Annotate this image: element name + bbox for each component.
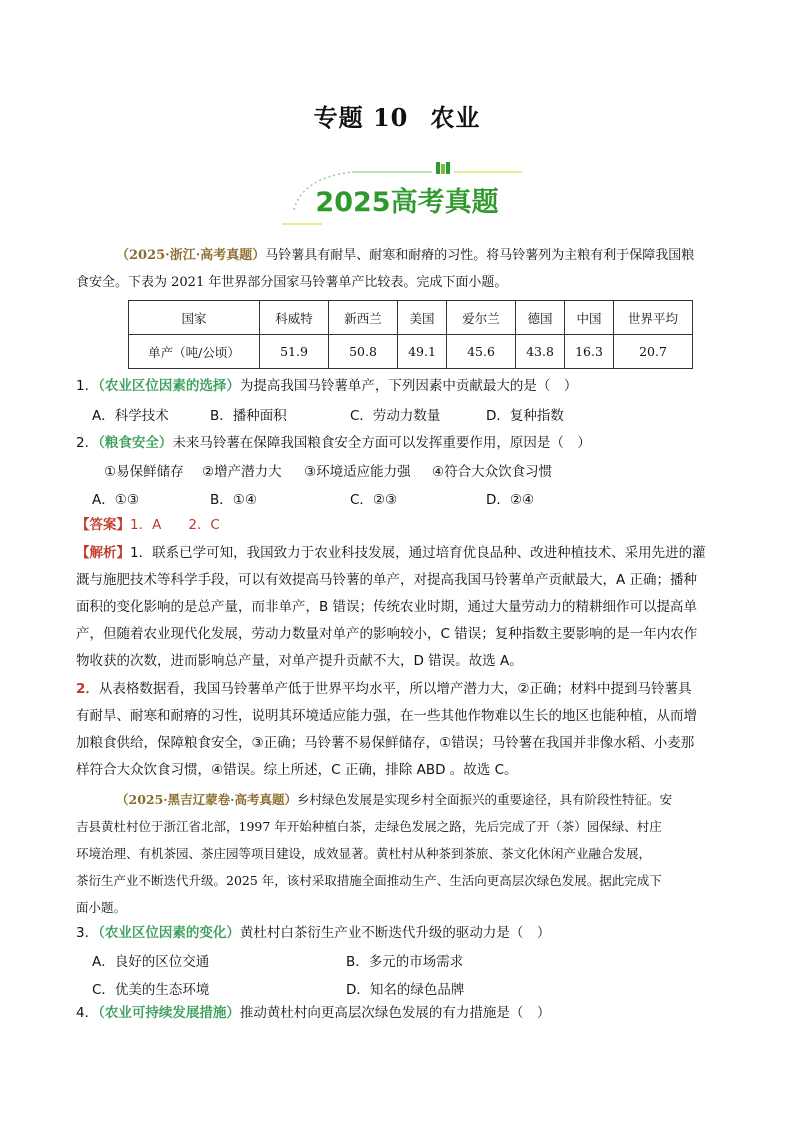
question-text: 为提高我国马铃薯单产，下列因素中贡献最大的是（ ） [239, 378, 578, 394]
option-c[interactable]: C．优美的生态环境 [92, 982, 210, 998]
question-4 [76, 1000, 550, 1026]
question-number: 3． [76, 925, 99, 941]
group1-stem-line: 马铃薯具有耐旱、耐寒和耐瘠的习性。将马铃薯列为主粮有利于保障我国粮 [265, 248, 695, 263]
option-d[interactable]: D．复种指数 [486, 408, 564, 424]
statement-item: ③环境适应能力强 [304, 464, 411, 480]
analysis-line: 样符合大众饮食习惯，④错误。综上所述，C 正确，排除 ABD 。故选 C。 [76, 762, 518, 778]
statement-item: ②增产潜力大 [202, 464, 282, 480]
option-a[interactable]: A．良好的区位交通 [92, 954, 210, 970]
table-header-cell: 美国 [398, 301, 447, 335]
analysis-line: 有耐旱、耐寒和耐瘠的习性，说明其环境适应能力强，在一些其他作物难以生长的地区也能种植，从而增 [76, 708, 697, 724]
question-tag: （农业可持续发展措施） [98, 1005, 240, 1021]
analysis-number: 2． [76, 681, 99, 697]
option-a[interactable]: A．科学技术 [92, 408, 169, 424]
analysis-line: 从表格数据看，我国马铃薯单产低于世界平均水平，所以增产潜力大，②正确；材料中提到马铃薯具 [98, 681, 692, 697]
group1-stem-line: 食安全。下表为 2021 年世界部分国家马铃薯单产比较表。完成下面小题。 [76, 275, 508, 290]
statement-item: ①易保鲜储存 [104, 464, 184, 480]
analysis-line: 物收获的次数，进而影响总产量，对单产提升贡献不大，D 错误。故选 A。 [76, 653, 523, 669]
table-header-cell: 世界平均 [614, 301, 693, 335]
title-subject: 农业 [430, 103, 481, 132]
table-cell: 45.6 [447, 335, 516, 369]
table-cell: 51.9 [260, 335, 329, 369]
option-c[interactable]: C．劳动力数量 [350, 408, 441, 424]
table-cell: 50.8 [329, 335, 398, 369]
group2-stem-line: 乡村绿色发展是实现乡村全面振兴的重要途径，具有阶段性特征。安 [297, 792, 673, 807]
table-header-cell: 中国 [565, 301, 614, 335]
group2-source: （2025·黑吉辽蒙卷·高考真题） [116, 792, 297, 807]
group2-stem-line: 环境治理、有机茶园、茶庄园等项目建设，成效显著。黄杜村从种茶到茶旅、茶文化休闲产业融合发展， [76, 846, 652, 861]
analysis-1 [76, 540, 726, 675]
exam-banner [282, 158, 522, 228]
question-number: 2． [76, 435, 99, 451]
table-row [129, 335, 693, 369]
question-tag: （农业区位因素的选择） [98, 378, 240, 394]
table-cell: 16.3 [565, 335, 614, 369]
banner-title: 2025高考真题 [315, 187, 499, 218]
option-d[interactable]: D．②④ [486, 492, 535, 508]
option-b[interactable]: B．多元的市场需求 [346, 954, 464, 970]
answer-label: 【答案】 [76, 517, 130, 533]
analysis-line: 溉与施肥技术等科学手段，可以有效提高马铃薯的单产，对提高我国马铃薯单产贡献最大，A 正确；播种 [76, 572, 698, 588]
answer-line [76, 512, 726, 539]
option-d[interactable]: D．知名的绿色品牌 [346, 982, 465, 998]
table-header-row [129, 301, 693, 335]
question-tag: （农业区位因素的变化） [98, 925, 240, 941]
analysis-line: 面积的变化影响的是总产量，而非单产，B 错误；传统农业时期，通过大量劳动力的精耕细作可以提高单 [76, 599, 698, 615]
group2-stem-line: 茶衍生产业不断迭代升级。2025 年，该村采取措施全面推动生产、生活向更高层次绿色发展。据此完成下 [76, 873, 662, 888]
statement-item: ④符合大众饮食习惯 [432, 464, 553, 480]
group2-stem-line: 面小题。 [76, 900, 127, 915]
analysis-label: 【解析】 [76, 545, 130, 561]
table-cell: 20.7 [614, 335, 693, 369]
table-header-cell: 科威特 [260, 301, 329, 335]
question-number: 4． [76, 1005, 99, 1021]
group2-stem-line: 吉县黄杜村位于浙江省北部，1997 年开始种植白茶，走绿色发展之路，先后完成了开（茶）园保绿、村庄 [76, 819, 662, 834]
option-b[interactable]: B．①④ [210, 492, 257, 508]
question-tag: （粮食安全） [98, 435, 173, 451]
group1-stem [76, 242, 716, 296]
table-header-cell: 德国 [516, 301, 565, 335]
question-2 [76, 430, 591, 456]
table-header-cell: 新西兰 [329, 301, 398, 335]
title-text: 专题 [313, 103, 364, 132]
table-cell: 49.1 [398, 335, 447, 369]
analysis-line: 1．联系已学可知，我国致力于农业科技发展，通过培育优良品种、改进种植技术、采用先进的灌 [130, 545, 706, 561]
group1-source: （2025·浙江·高考真题） [116, 248, 266, 263]
question-number: 1． [76, 378, 99, 394]
question-text: 未来马铃薯在保障我国粮食安全方面可以发挥重要作用，原因是（ ） [172, 435, 591, 451]
analysis-2 [76, 676, 726, 784]
potato-yield-table [128, 300, 693, 369]
analysis-line: 加粮食供给，保障粮食安全，③正确；马铃薯不易保鲜储存，①错误；马铃薯在我国并非像水稻、小麦那 [76, 735, 695, 751]
question-1 [76, 373, 577, 399]
option-b[interactable]: B．播种面积 [210, 408, 287, 424]
table-cell: 单产（吨/公顷） [129, 335, 260, 369]
table-cell: 43.8 [516, 335, 565, 369]
answer-text: 1．A 2．C [130, 517, 220, 533]
option-a[interactable]: A．①③ [92, 492, 139, 508]
title-number: 10 [372, 103, 409, 132]
question-3 [76, 920, 550, 946]
page-title [0, 98, 794, 133]
table-header-cell: 国家 [129, 301, 260, 335]
question-text: 黄杜村白茶衍生产业不断迭代升级的驱动力是（ ） [239, 925, 551, 941]
analysis-line: 产，但随着农业现代化发展，劳动力数量对单产的影响较小，C 错误；复种指数主要影响的是一年内农作 [76, 626, 698, 642]
option-c[interactable]: C．②③ [350, 492, 398, 508]
group2-stem [76, 786, 726, 921]
question-text: 推动黄杜村向更高层次绿色发展的有力措施是（ ） [239, 1005, 551, 1021]
table-header-cell: 爱尔兰 [447, 301, 516, 335]
